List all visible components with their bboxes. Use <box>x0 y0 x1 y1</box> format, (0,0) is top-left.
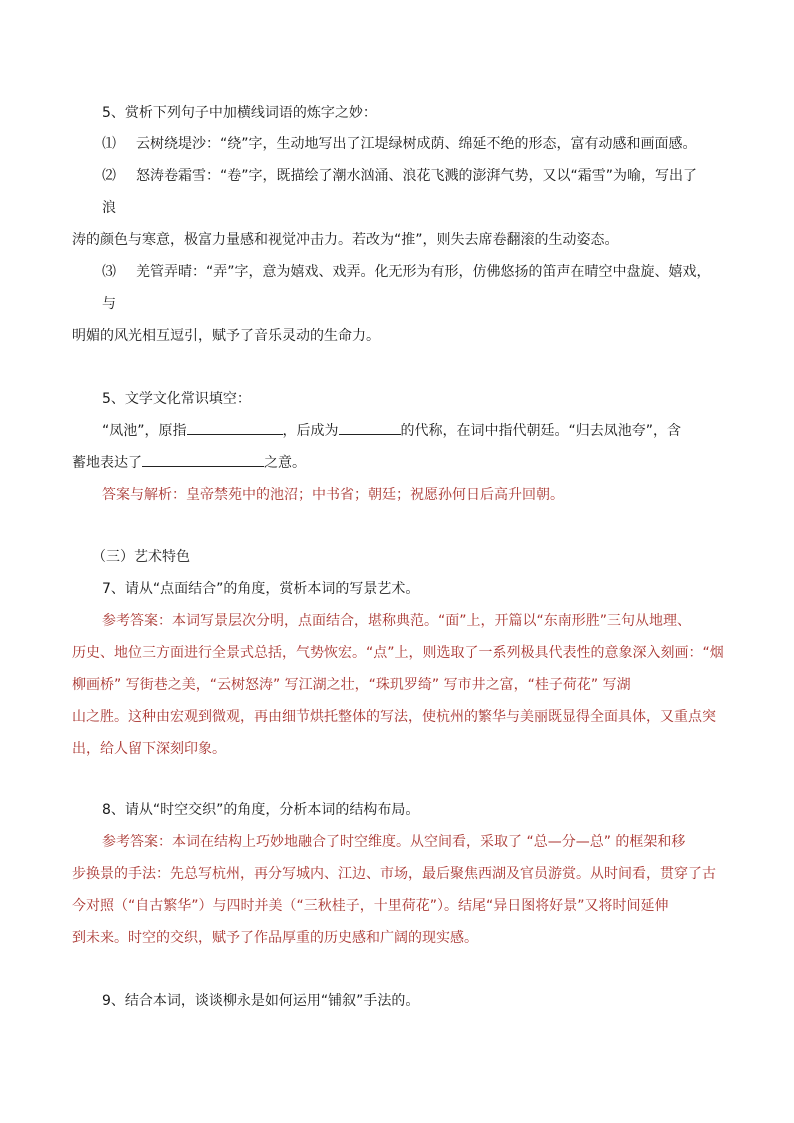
q5-item-3-wrap: 与 <box>102 296 116 312</box>
q7-answer-line: 出，给人留下深刻印象。 <box>72 741 226 757</box>
q8-answer-line: 今对照（“自古繁华”）与四时并美（“三秋桂子，十里荷花”）。结尾“异日图将好景”又将时间延伸 <box>72 898 669 914</box>
q5-item-3 <box>102 262 711 282</box>
fill-text: 之意。 <box>264 455 306 471</box>
blank-3 <box>142 454 264 467</box>
item-number: ⑵ <box>102 168 116 184</box>
section-heading: （三）艺术特色 <box>92 549 190 565</box>
q7-answer-line: 山之胜。这种由宏观到微观，再由细节烘托整体的写法，使杭州的繁华与美丽既显得全面具体，又重点突 <box>72 709 716 725</box>
q8-answer-line: 步换景的手法：先总写杭州，再分写城内、江边、市场，最后聚焦西湖及官员游赏。从时间看，贯穿了古 <box>72 866 716 882</box>
question-5-title: 5、赏析下列句子中加横线词语的炼字之妙： <box>102 105 377 121</box>
q7-answer-line: 历史、地位三方面进行全景式总括，气势恢宏。“点”上，则选取了一系列极具代表性的意象深入刻画：“烟 <box>72 645 724 661</box>
item-number: ⑶ <box>102 264 116 280</box>
item-text: 云树绕堤沙：“绕”字，生动地写出了江堤绿树成荫、绵延不绝的形态，富有动感和画面感。 <box>136 136 697 152</box>
question-9-title: 9、结合本词，谈谈柳永是如何运用“铺叙”手法的。 <box>102 993 420 1009</box>
q5-item-1 <box>102 134 697 154</box>
q5-item-3-continuation: 明媚的风光相互逗引，赋予了音乐灵动的生命力。 <box>72 328 380 344</box>
question-8-title: 8、请从“时空交织”的角度，分析本词的结构布局。 <box>102 802 420 818</box>
fill-blank-line-2 <box>72 453 306 473</box>
item-text: 怒涛卷霜雪：“卷”字，既描绘了潮水汹涌、浪花飞溅的澎湃气势，又以“霜雪”为喻，写出了 <box>136 168 698 184</box>
q5-item-2-continuation: 涛的颜色与寒意，极富力量感和视觉冲击力。若改为“推”，则失去席卷翻滚的生动姿态。 <box>72 232 619 248</box>
item-number: ⑴ <box>102 136 116 152</box>
answer-5b: 答案与解析：皇帝禁苑中的池沼；中书省；朝廷；祝愿孙何日后高升回朝。 <box>102 487 564 503</box>
blank-2 <box>339 422 401 435</box>
fill-blank-line-1 <box>102 421 681 441</box>
fill-text: ，后成为 <box>282 423 339 439</box>
fill-text: “凤池”，原指 <box>102 423 187 439</box>
q5-item-2-wrap: 浪 <box>102 200 116 216</box>
fill-text: 的代称，在词中指代朝廷。“归去凤池夸”，含 <box>400 423 682 439</box>
q8-answer-line: 到未来。时空的交织，赋予了作品厚重的历史感和广阔的现实感。 <box>72 930 478 946</box>
question-7-title: 7、请从“点面结合”的角度，赏析本词的写景艺术。 <box>102 581 420 597</box>
q7-answer-line: 柳画桥” 写街巷之美，“云树怒涛” 写江湖之壮，“珠玑罗绮” 写市井之富，“桂子荷花” 写湖 <box>72 677 631 693</box>
question-5b-title: 5、文学文化常识填空： <box>102 391 251 407</box>
blank-1 <box>187 422 283 435</box>
q8-answer-line: 参考答案：本词在结构上巧妙地融合了时空维度。从空间看，采取了 “总—分—总” 的框架和移 <box>102 834 686 850</box>
item-text: 羌管弄晴：“弄”字，意为嬉戏、戏弄。化无形为有形，仿佛悠扬的笛声在晴空中盘旋、嬉戏， <box>136 264 711 280</box>
q5-item-2 <box>102 166 697 186</box>
q7-answer-line: 参考答案：本词写景层次分明，点面结合，堪称典范。“面”上，开篇以“东南形胜”三句从地理、 <box>102 613 692 629</box>
fill-text: 蓄地表达了 <box>72 455 142 471</box>
